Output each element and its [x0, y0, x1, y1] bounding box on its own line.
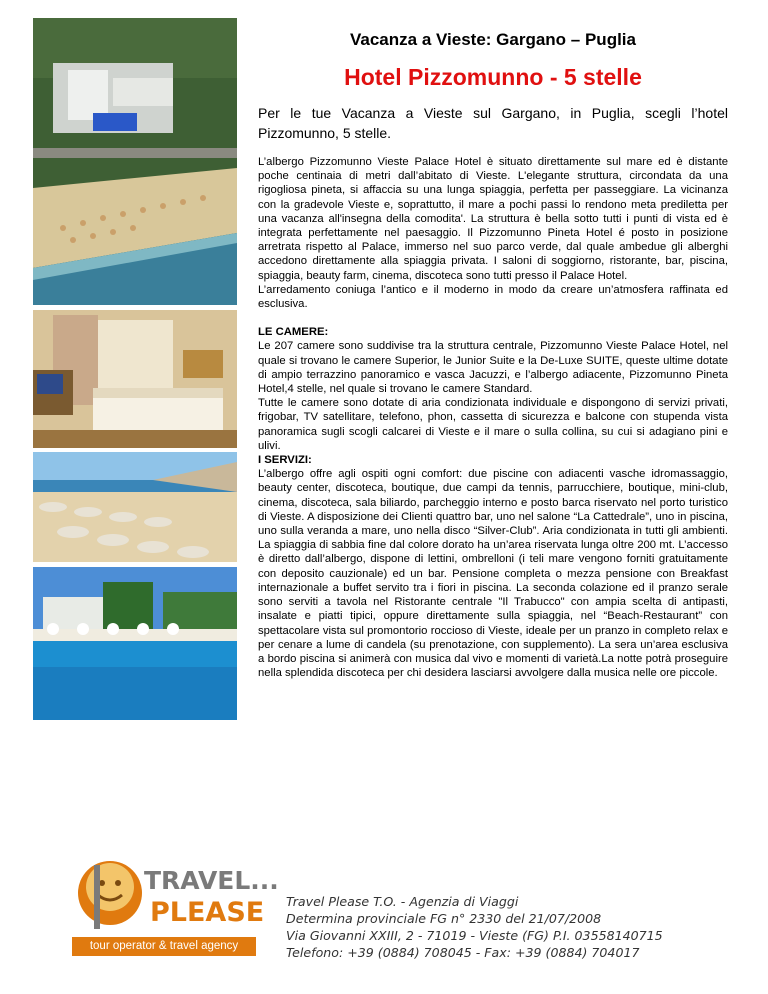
- agency-footer: [286, 893, 663, 961]
- aerial-hotel-photo: [33, 18, 237, 305]
- body-text: [258, 155, 728, 680]
- beach-umbrellas-photo: [33, 452, 237, 562]
- pool-photo: [33, 567, 237, 720]
- camere-paragraph-2: Tutte le camere sono dotate di aria condizionata individuale e dispongono di servizi privati, frigobar, TV satellitare, telefono, phon, cassetta di sicurezza e balcone con stupenda vista panoramica sugli scogli calcarei di Vieste e il mare o sulla collina, su cui si adagiano pini e ulivi.: [258, 397, 728, 452]
- logo-line2: PLEASE: [150, 897, 265, 928]
- hotel-room-photo: [33, 310, 237, 448]
- camere-paragraph-1: Le 207 camere sono suddivise tra la struttura centrale, Pizzomunno Vieste Palace Hotel, nel quale si trovano le camere Superior, le Junior Suite e la De-Luxe SUITE, queste ultime dotate di ampio terrazzino panoramico e vasca Jacuzzi, e l’albergo adiacente, Pizzomunno Pineta Hotel,4 stelle, nel quale si trovano le camere Standard.: [258, 340, 728, 396]
- footer-line-3: Via Giovanni XXIII, 2 - 71019 - Vieste (FG) P.I. 03558140715: [286, 928, 663, 943]
- travel-please-logo: [72, 855, 279, 965]
- logo-mark-icon: [72, 855, 279, 937]
- logo-line1: TRAVEL...: [144, 866, 279, 895]
- logo-tagline: tour operator & travel agency: [72, 937, 256, 956]
- footer-line-1: Travel Please T.O. - Agenzia di Viaggi: [286, 894, 519, 909]
- camere-heading: LE CAMERE:: [258, 326, 329, 339]
- footer-line-2: Determina provinciale FG n° 2330 del 21/07/2008: [286, 911, 602, 926]
- servizi-paragraph: L’albergo offre agli ospiti ogni comfort: due piscine con adiacenti vasche idromassaggio, beauty center, discoteca, boutique, due campi da tennis, parrucchiere, boutique, mini-club, cinema, discoteca, sala biliardo, parcheggio interno e posto barca riservato nel porto turistico di Vieste. A disposizione dei Clienti quattro bar, uno nel salone “La Cattedrale”, uno in piscina, uno sulla veranda a mare, uno nella disco “Silver-Club”. Aria condizionata in tutti gli ambienti. La spiaggia di sabbia fine dal colore dorato ha un’area riservata lunga oltre 200 mt. L’accesso è diretto dall’albergo, dispone di lettini, ombrelloni (i teli mare vengono forniti gratuitamente con deposito cauzionale) ed un bar. Pensione completa o mezza pensione con Breakfast internazionale a buffet servito tra i fiori in piscina. La seconda colazione ed il pranzo serale sono serviti a tavola nel Ristorante centrale "Il Trabucco" con ampia scelta di antipasti, insalate e piatti tipici, oppure direttamente sulla spiaggia, nel “Beach-Restaurant” con spettacolare vista sul promontorio roccioso di Vieste, ideale per un pranzo in completo relax e per cenare a lume di candela (su prenotazione, con supplemento). La sera un’area esclusiva a bordo piscina si animerà con musica dal vivo e momenti di varietà.La notte potrà proseguire nella splendida discoteca per chi desidera lasciarsi avvolgere dalla musica nelle ore piccole.: [258, 468, 728, 680]
- footer-line-4: Telefono: +39 (0884) 708045 - Fax: +39 (0884) 704017: [286, 945, 640, 960]
- intro-paragraph: Per le tue Vacanza a Vieste sul Gargano, in Puglia, scegli l’hotel Pizzomunno, 5 stelle.: [258, 105, 728, 141]
- arredamento-paragraph: L’arredamento coniuga l’antico e il moderno in modo da creare un’atmosfera raffinata ed esclusiva.: [258, 283, 728, 311]
- hotel-title: Hotel Pizzomunno - 5 stelle: [344, 64, 642, 90]
- page-subtitle: Vacanza a Vieste: Gargano – Puglia: [350, 30, 636, 49]
- description-paragraph: L’albergo Pizzomunno Vieste Palace Hotel è situato direttamente sul mare ed è distante poche centinaia di metri dall’abitato di Vieste. L'elegante struttura, circondata da una rigogliosa pineta, si affaccia su una lunga spiaggia, perfetta per passeggiare. La vicinanza con la gradevole Vieste e, soprattutto, il mare a pochi passi lo rendono meta prediletta per una vacanza all'insegna della comodita'. La struttura è bella sotto tutti i punti di vista ed è integrata perfettamente nel paesaggio. Il Pizzomunno Pineta Hotel é posto in posizione arretrata rispetto al Palace, immerso nel suo parco verde, dal quale ambedue gli alberghi accedono direttamente alla spiaggia privata. I saloni di soggiorno, ristorante, bar, piscina, spiaggia, beauty farm, cinema, discoteca sono tutti presso il Palace Hotel.: [258, 156, 728, 282]
- servizi-heading: I SERVIZI:: [258, 454, 312, 467]
